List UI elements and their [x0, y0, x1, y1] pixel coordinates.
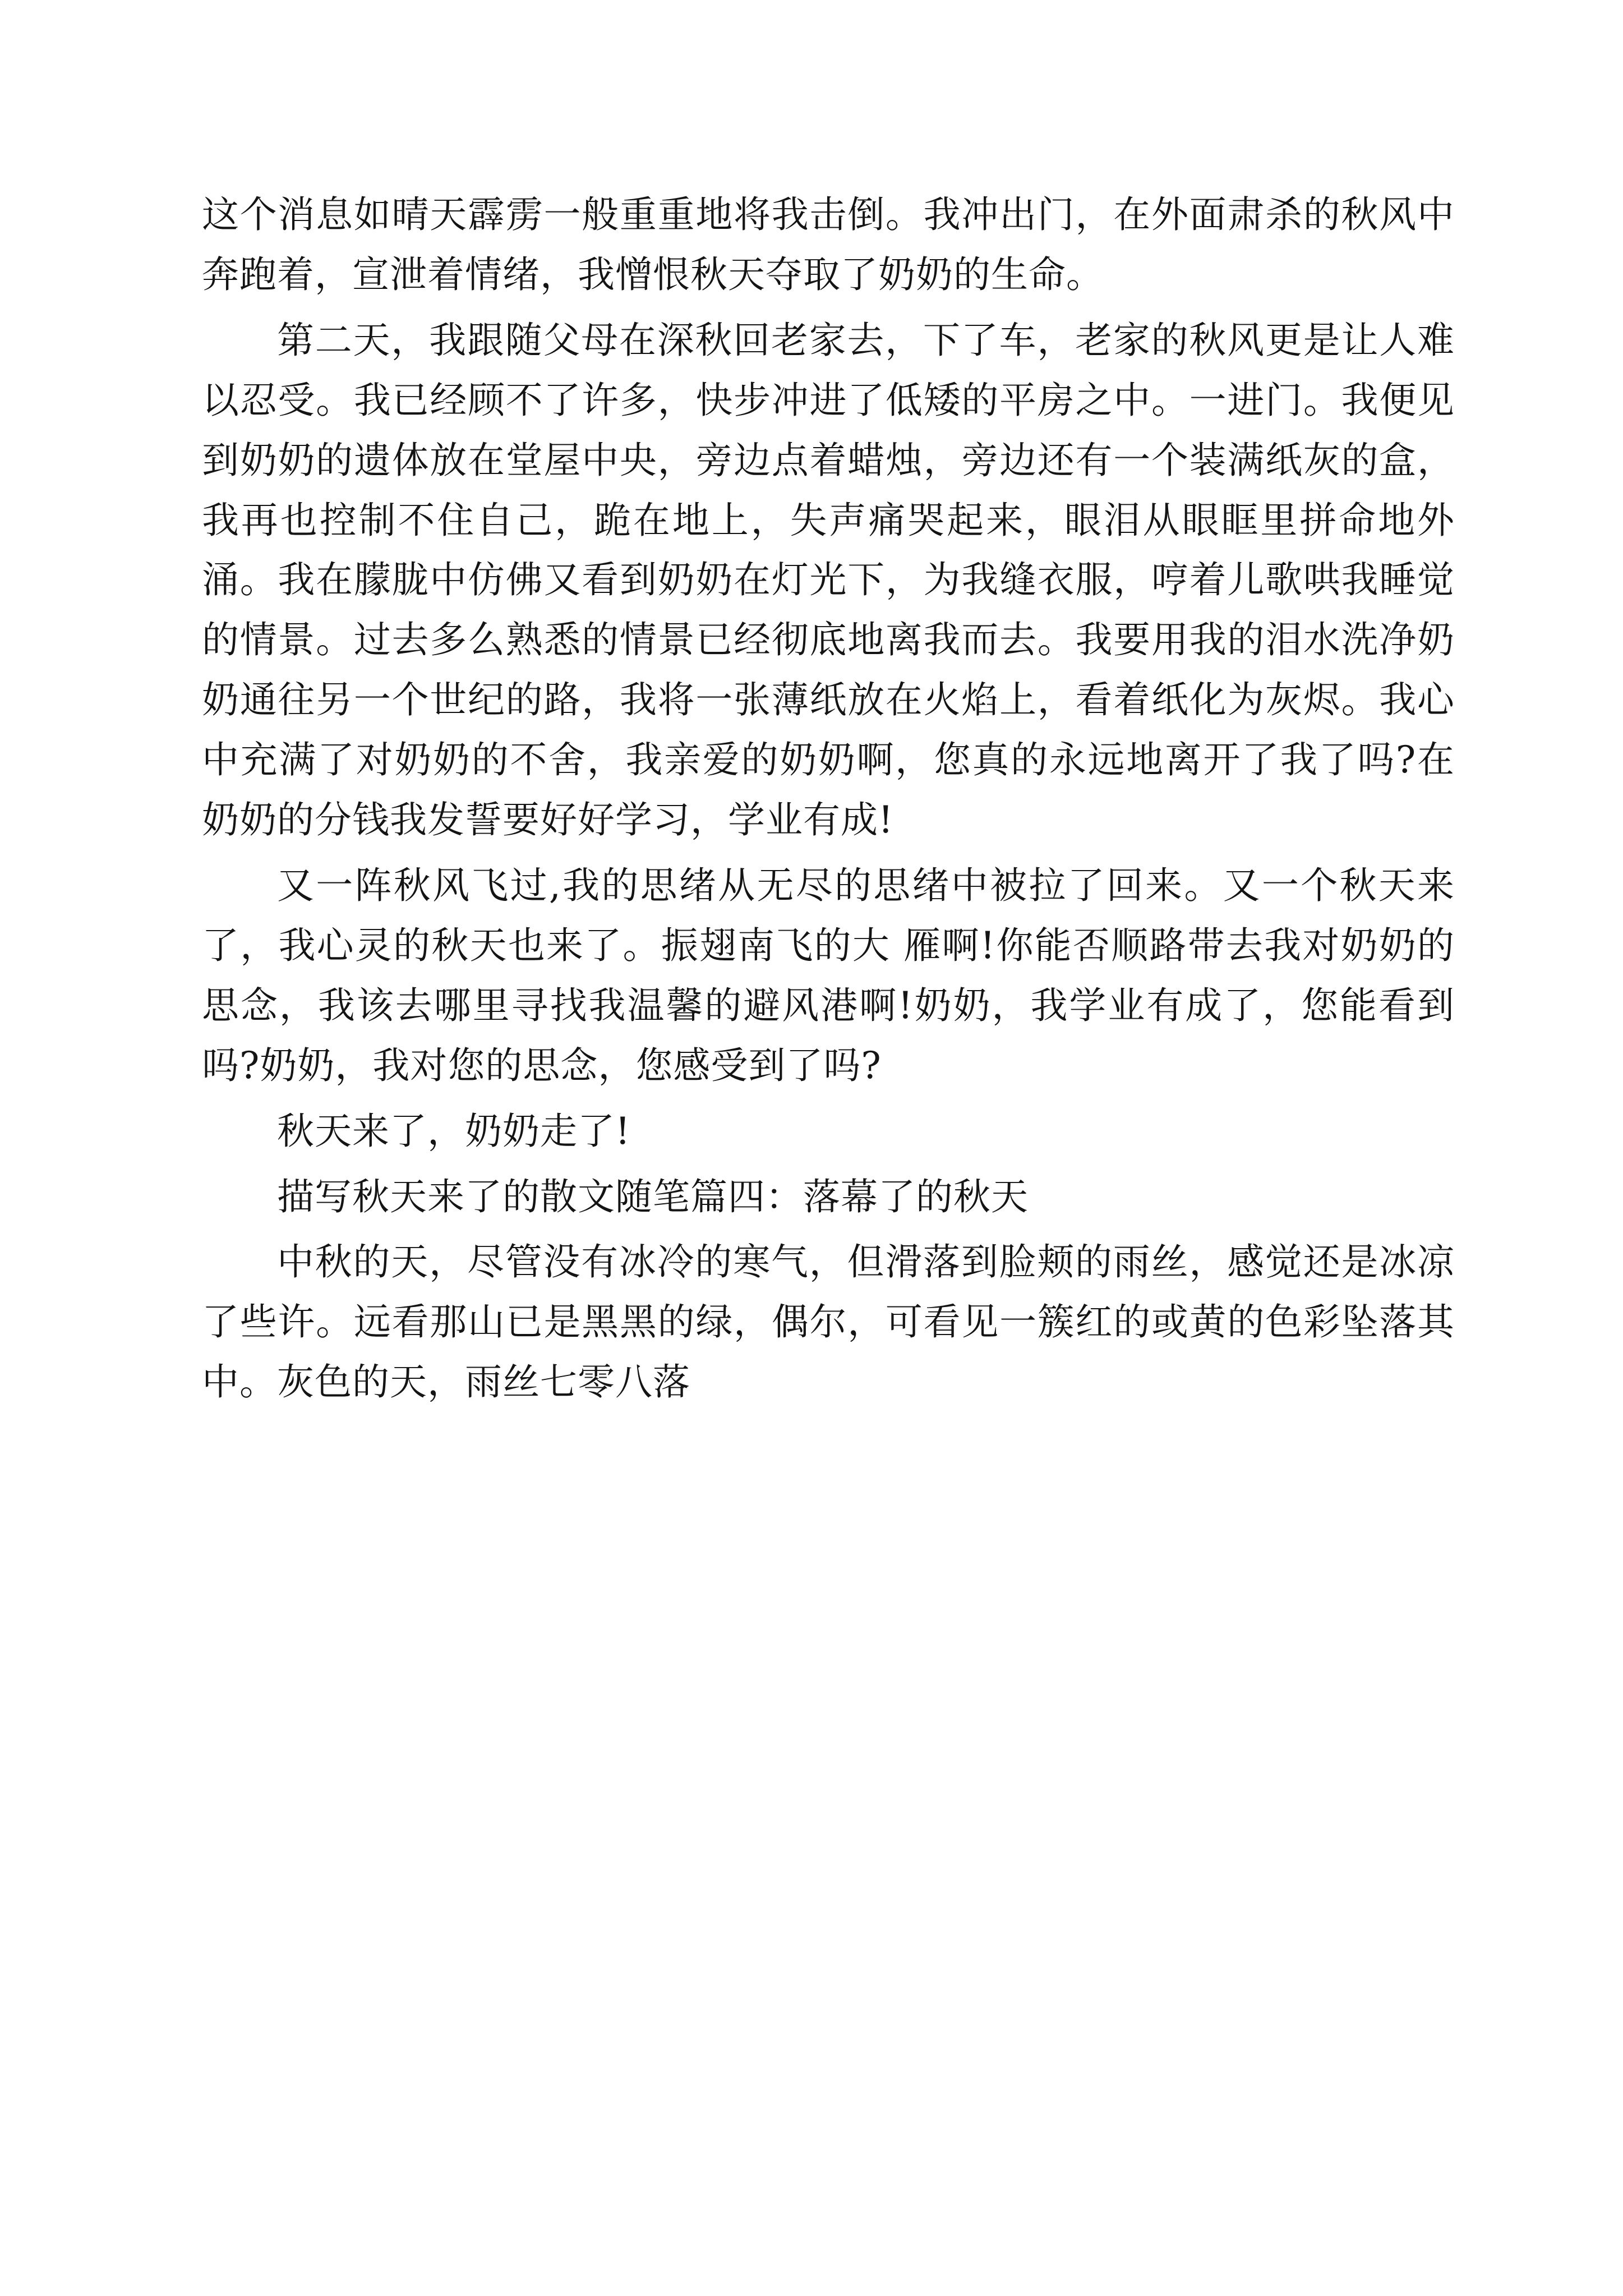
paragraph-5: 中秋的天，尽管没有冰冷的寒气，但滑落到脸颊的雨丝，感觉还是冰凉了些许。远看那山已是黑黑的绿，偶尔，可看见一簇红的或黄的色彩坠落其中。灰色的天，雨丝七零八落 — [202, 1240, 1455, 1404]
paragraph-2: 第二天，我跟随父母在深秋回老家去，下了车，老家的秋风更是让人难以忍受。我已经顾不了许多，快步冲进了低矮的平房之中。一进门。我便见到奶奶的遗体放在堂屋中央，旁边点着蜡烛，旁边还有一个装满纸灰的盒，我再也控制不住自己，跪在地上，失声痛哭起来，眼泪从眼眶里拼命地外涌。我在朦胧中仿佛又看到奶奶在灯光下，为我缝衣服，哼着儿歌哄我睡觉的情景。过去多么熟悉的情景已经彻底地离我而去。我要用我的泪水洗净奶奶通往另一个世纪的路，我将一张薄纸放在火焰上，看着纸化为灰烬。我心中充满了对奶奶的不舍，我亲爱的奶奶啊，您真的永远地离开了我了吗?在奶奶的分钱我发誓要好好学习，学业有成! — [202, 318, 1455, 842]
document-body — [202, 185, 1455, 1412]
paragraph-3: 又一阵秋风飞过,我的思绪从无尽的思绪中被拉了回来。又一个秋天来了，我心灵的秋天也来了。振翅南飞的大 雁啊!你能否顺路带去我对奶奶的思念，我该去哪里寻找我温馨的避风港啊!奶奶，我学业有成了，您能看到吗?奶奶，我对您的思念，您感受到了吗? — [202, 863, 1455, 1087]
paragraph-4: 秋天来了，奶奶走了! — [277, 1109, 631, 1153]
section-heading: 描写秋天来了的散文随笔篇四：落幕了的秋天 — [277, 1175, 1029, 1218]
paragraph-1: 这个消息如晴天霹雳一般重重地将我击倒。我冲出门，在外面肃杀的秋风中奔跑着，宣泄着情绪，我憎恨秋天夺取了奶奶的生命。 — [202, 193, 1455, 296]
